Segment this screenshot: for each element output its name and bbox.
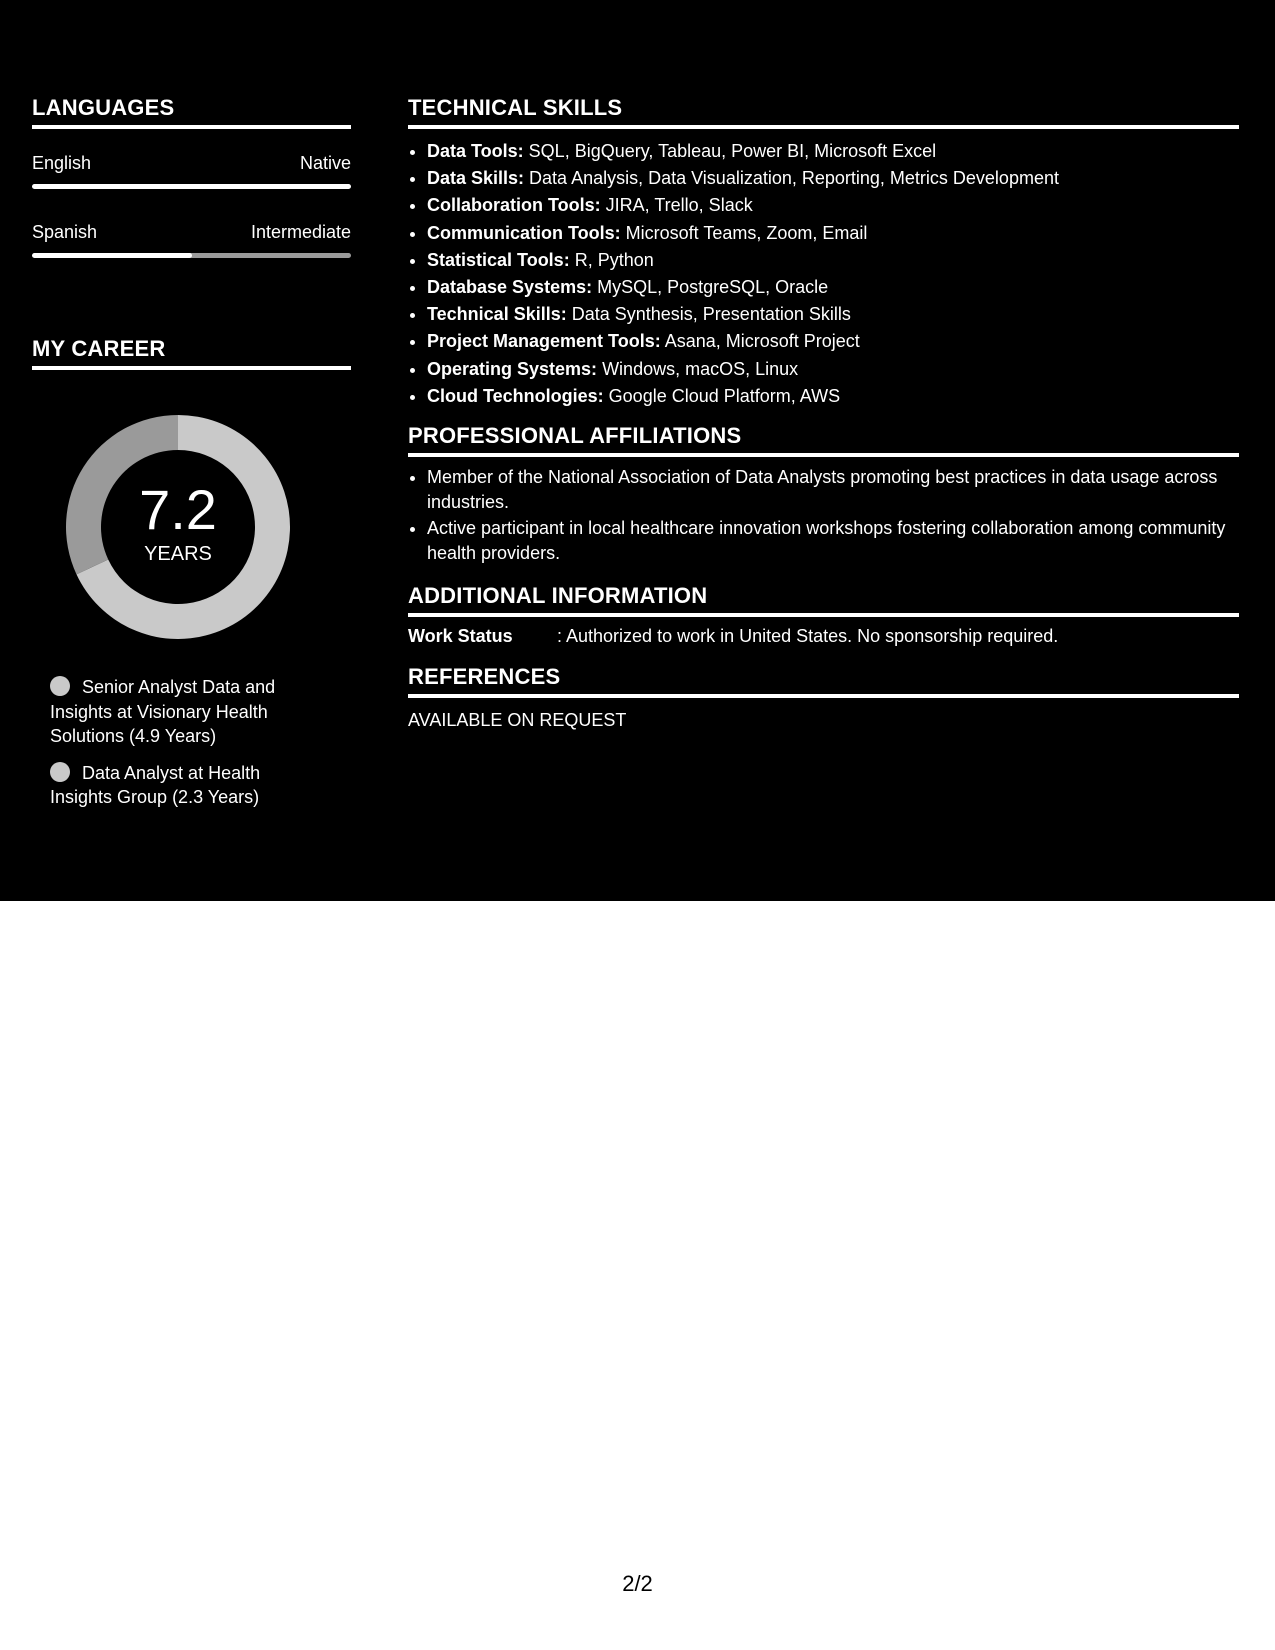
language-level: Intermediate (250, 222, 351, 242)
skill-value: Microsoft Teams, Zoom, Email (620, 222, 868, 243)
page-number: 2/2 (622, 1571, 653, 1596)
affiliation-item: • Active participant in local healthcare innovation workshops fostering collaboration among community health providers. (427, 516, 1238, 565)
skill-label: Cloud Technologies: (427, 385, 604, 406)
skill-label: Operating Systems: (427, 358, 598, 379)
skill-item (427, 301, 1059, 328)
skill-item (427, 356, 1059, 383)
skill-item (427, 274, 1059, 301)
career-legend-dot (50, 676, 70, 696)
skill-item (427, 220, 1059, 247)
skill-value: R, Python (569, 249, 654, 270)
skill-item (427, 138, 1059, 165)
career-legend-dot (50, 762, 70, 782)
skill-label: Collaboration Tools: (427, 195, 601, 216)
career-donut-chart (66, 415, 290, 639)
skill-item (427, 192, 1059, 219)
career-total-unit: YEARS (144, 543, 212, 565)
technical-skills-heading: TECHNICAL SKILLS (408, 95, 1239, 129)
references-heading: REFERENCES (408, 664, 1239, 698)
skill-value: SQL, BigQuery, Tableau, Power BI, Microsoft Excel (523, 141, 937, 161)
skills-list (408, 138, 1059, 410)
skill-label: Project Management Tools: (427, 331, 661, 352)
career-item-text: Data Analyst at Health Insights Group (2.3 Years) (50, 762, 261, 807)
language-english-bar (32, 184, 351, 189)
skill-value: MySQL, PostgreSQL, Oracle (592, 277, 829, 298)
skill-value: Windows, macOS, Linux (597, 358, 799, 379)
language-name: Spanish (32, 222, 98, 242)
additional-info-heading: ADDITIONAL INFORMATION (408, 583, 1239, 617)
skill-label: Technical Skills: (427, 304, 567, 325)
career-total-years: 7.2 (139, 478, 217, 541)
references-text: AVAILABLE ON REQUEST (408, 710, 627, 730)
work-status-value: : Authorized to work in United States. No sponsorship required. (557, 626, 1059, 646)
language-spanish-bar (32, 253, 351, 258)
skill-item (427, 383, 1059, 410)
career-heading: MY CAREER (32, 336, 351, 370)
skill-label: Communication Tools: (427, 222, 621, 243)
career-list (50, 675, 300, 822)
career-item (50, 761, 300, 810)
skill-value: JIRA, Trello, Slack (600, 195, 753, 216)
skill-label: Database Systems: (427, 277, 593, 298)
skill-item (427, 247, 1059, 274)
language-english-bar-fill (32, 184, 351, 189)
affiliations-heading: PROFESSIONAL AFFILIATIONS (408, 423, 1239, 457)
language-name: English (32, 153, 92, 173)
skill-label: Data Tools: (427, 141, 524, 161)
skill-value: Google Cloud Platform, AWS (603, 385, 841, 406)
skill-item (427, 328, 1059, 355)
skill-value: Data Synthesis, Presentation Skills (566, 304, 851, 325)
language-level: Native (299, 153, 351, 173)
affiliation-item: • Member of the National Association of Data Analysts promoting best practices in data usage across industries. (427, 465, 1238, 514)
language-spanish-bar-fill (32, 253, 192, 258)
skill-label: Statistical Tools: (427, 249, 570, 270)
languages-heading: LANGUAGES (32, 95, 351, 129)
affiliations-list (408, 465, 1238, 567)
skill-item (427, 165, 1059, 192)
skill-value: Data Analysis, Data Visualization, Reporting, Metrics Development (524, 168, 1059, 189)
skill-value: Asana, Microsoft Project (660, 331, 860, 352)
career-item-text: Senior Analyst Data and Insights at Visionary Health Solutions (4.9 Years) (50, 677, 276, 746)
career-donut-center (66, 415, 290, 639)
work-status-label: Work Status (408, 626, 513, 646)
career-item (50, 675, 300, 749)
skill-label: Data Skills: (427, 168, 525, 189)
